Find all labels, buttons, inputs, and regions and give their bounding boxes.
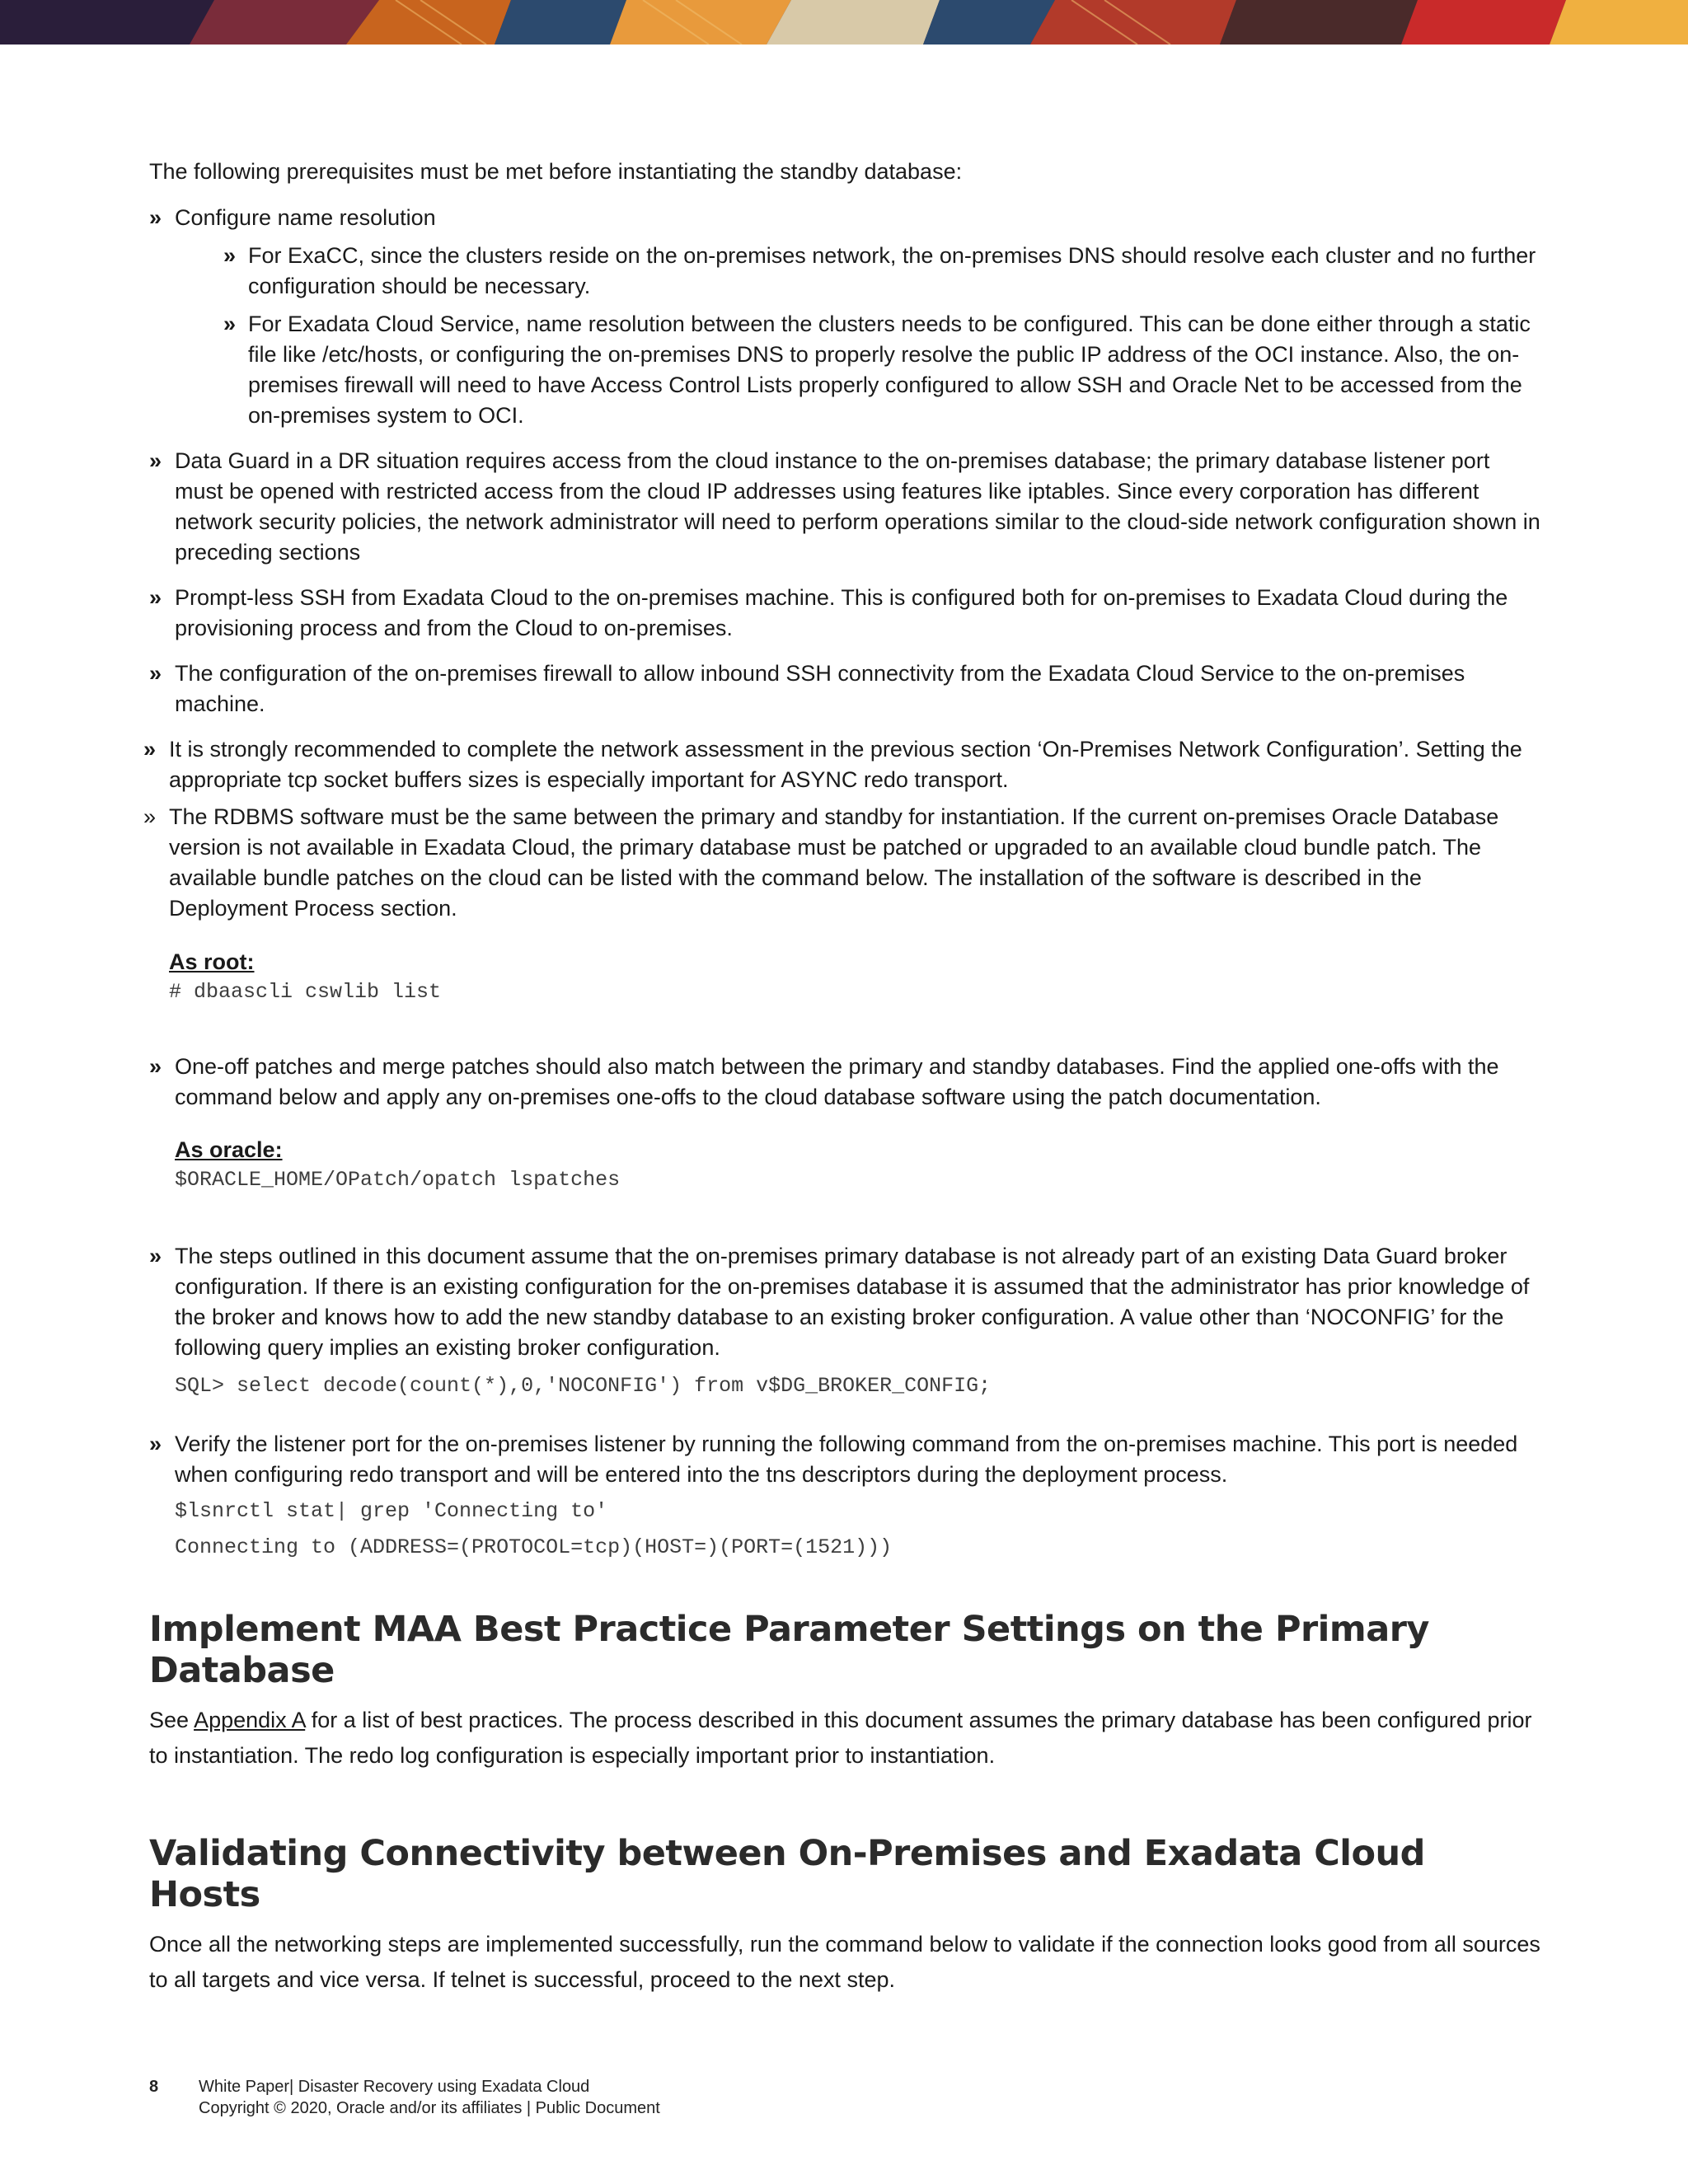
bullet-marker: » — [223, 243, 237, 268]
header-banner — [0, 0, 1688, 45]
prereq-ssh: » Prompt-less SSH from Exadata Cloud to the on-premises machine. This is configured both for on-premises to Exadata Cloud during the provisioning process and from the Cloud to on-premises. — [149, 583, 1542, 644]
page-content — [143, 157, 1542, 1998]
bullet-marker: » — [149, 661, 162, 686]
prereq-broker: » The steps outlined in this document assume that the on-premises primary database is not already part of an existing Data Guard broker configuration. If there is an existing configuration for the on-premises database it is assumed that the administrator has prior knowledge of the broker and knows how to add the new standby database to an existing broker configuration. A value other than ‘NOCONFIG’ for the following query implies an existing broker configuration. SQL> select decode(count(*),0,'NOCONFIG') from v$DG_BROKER_CONFIG; — [149, 1241, 1542, 1404]
prereq-exadata-cloud: » For Exadata Cloud Service, name resolution between the clusters needs to be configured. This can be done either through a static file like /etc/hosts, or configuring the on-premises DNS to properly resolve the public IP address of the OCI instance. Also, the on-premises firewall will need to have Access Control Lists properly configured to allow SSH and Oracle Net to be accessed from the on-premises system to OCI. — [149, 309, 1542, 431]
section-maa-body: See Appendix A for a list of best practices. The process described in this document assumes the primary database has been configured prior to instantiation. The redo log configuration is especially important prior to instantiation. — [149, 1708, 1532, 1768]
bullet-marker: » — [149, 585, 162, 610]
appendix-a-link[interactable]: Appendix A — [194, 1708, 306, 1732]
code-lsnrctl: $lsnrctl stat| grep 'Connecting to' — [175, 1499, 608, 1523]
bullet-marker: » — [223, 312, 237, 336]
prereq-name-resolution: » Configure name resolution — [149, 203, 1542, 233]
bullet-marker: » — [143, 737, 157, 762]
bullet-marker: » — [149, 1244, 162, 1268]
prereq-exacc: » For ExaCC, since the clusters reside on the on-premises network, the on-premises DNS should resolve each cluster and no further configuration should be necessary. — [149, 241, 1542, 302]
section-heading-connectivity: Validating Connectivity between On-Premises and Exadata Cloud Hosts — [149, 1833, 1425, 1915]
prereq-listener: » Verify the listener port for the on-premises listener by running the following command from the on-premises machine. This port is needed when configuring redo transport and will be entered into the tns descriptors during the deployment process. $lsnrctl stat| grep 'Connecting to' Connecting to (ADDRESS=(PROTOCOL=tcp)(HOST=)(PORT=(1521))) — [149, 1429, 1542, 1566]
as-root-label: As root: — [169, 949, 255, 974]
prereq-assessment: » It is strongly recommended to complete the network assessment in the previous section ‘On-Premises Network Configuration’. Setting the appropriate tcp socket buffers sizes is especially important for ASYNC redo transport. — [143, 734, 1542, 795]
banner-artwork — [0, 0, 1688, 45]
section-heading-maa: Implement MAA Best Practice Parameter Settings on the Primary Database — [149, 1609, 1429, 1691]
intro-text: The following prerequisites must be met before instantiating the standby database: — [149, 159, 963, 184]
as-oracle-label: As oracle: — [175, 1137, 283, 1162]
prereq-rdbms: » The RDBMS software must be the same between the primary and standby for instantiation. If the current on-premises Oracle Database version is not available in Exadata Cloud, the primary database must be patched or upgraded to an available cloud bundle patch. The available bundle patches on the cloud can be listed with the command below. The installation of the software is described in the Deployment Process section. As root: # dbaascli cswlib list — [143, 802, 1542, 1007]
prereq-data-guard: » Data Guard in a DR situation requires access from the cloud instance to the on-premises database; the primary database listener port must be opened with restricted access from the cloud IP addresses using features like iptables. Since every corporation has different network security policies, the network administrator will need to perform operations similar to the cloud-side network configuration shown in preceding sections — [149, 446, 1542, 568]
code-broker-query: SQL> select decode(count(*),0,'NOCONFIG') from v$DG_BROKER_CONFIG; — [175, 1374, 992, 1398]
prereq-firewall: » The configuration of the on-premises firewall to allow inbound SSH connectivity from the Exadata Cloud Service to the on-premises machine. — [149, 658, 1542, 719]
bullet-marker: » — [149, 205, 162, 230]
code-opatch: $ORACLE_HOME/OPatch/opatch lspatches — [175, 1168, 621, 1192]
page-number: 8 — [149, 2078, 159, 2096]
bullet-marker: » — [149, 1054, 162, 1079]
bullet-marker: » — [149, 448, 162, 473]
code-cswlib-list: # dbaascli cswlib list — [169, 980, 442, 1004]
section-connectivity-body: Once all the networking steps are implemented successfully, run the command below to validate if the connection looks good from all sources to all targets and vice versa. If telnet is successful, proceed to the next step. — [149, 1932, 1540, 1992]
bullet-marker: » — [149, 1432, 162, 1456]
code-connecting-to: Connecting to (ADDRESS=(PROTOCOL=tcp)(HOST=)(PORT=(1521))) — [175, 1535, 893, 1559]
footer-copyright: Copyright © 2020, Oracle and/or its affiliates | Public Document — [199, 2099, 660, 2117]
bullet-marker: » — [143, 804, 157, 829]
footer-title: White Paper| Disaster Recovery using Exadata Cloud — [199, 2078, 590, 2096]
prereq-oneoff: » One-off patches and merge patches should also match between the primary and standby databases. Find the applied one-offs with the command below and apply any on-premises one-offs to the cloud database software using the patch documentation. As oracle: $ORACLE_HOME/OPatch/opatch lspatches — [149, 1052, 1542, 1195]
